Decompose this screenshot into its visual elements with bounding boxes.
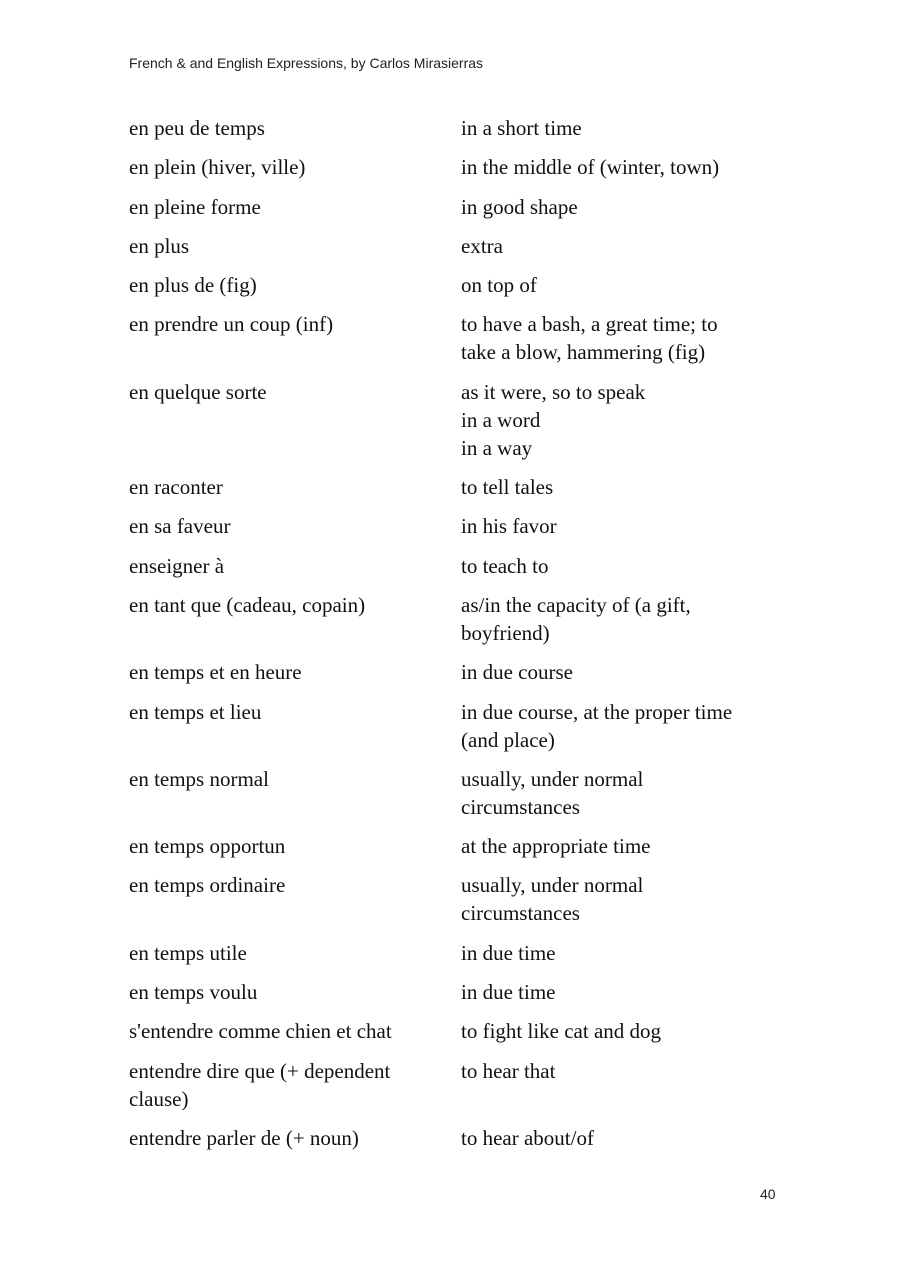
- english-translation-line: in a way: [461, 435, 533, 460]
- english-translation: [461, 1057, 789, 1113]
- french-expression-line: entendre parler de (+ noun): [129, 1125, 359, 1150]
- english-translation: [461, 378, 789, 462]
- english-translation-line: to tell tales: [461, 475, 554, 500]
- french-expression-line: s'entendre comme chien et chat: [129, 1019, 392, 1044]
- english-translation: [461, 271, 789, 299]
- french-expression-line: en plus de (fig): [129, 273, 257, 298]
- english-translation: [461, 114, 789, 142]
- table-row: [129, 658, 789, 697]
- english-translation: [461, 765, 789, 821]
- french-expression-line: en temps voulu: [129, 980, 258, 1005]
- table-row: [129, 1017, 789, 1056]
- english-translation: [461, 512, 789, 540]
- french-expression-line: en temps opportun: [129, 834, 286, 859]
- french-expression-line: enseigner à: [129, 553, 225, 578]
- french-expression-line: clause): [129, 1086, 189, 1111]
- english-translation-line: to hear that: [461, 1058, 556, 1083]
- english-translation-line: to have a bash, a great time; to: [461, 312, 718, 337]
- english-translation: [461, 153, 789, 181]
- english-translation-line: in due course, at the proper time: [461, 699, 733, 724]
- french-expression-line: en temps et en heure: [129, 660, 302, 685]
- french-expression-line: en temps et lieu: [129, 699, 262, 724]
- french-expression-line: en quelque sorte: [129, 379, 267, 404]
- english-translation-line: usually, under normal: [461, 766, 644, 791]
- english-translation: [461, 552, 789, 580]
- english-translation-line: to teach to: [461, 553, 549, 578]
- table-row: [129, 378, 789, 473]
- table-row: [129, 512, 789, 551]
- table-row: [129, 473, 789, 512]
- english-translation: [461, 591, 789, 647]
- french-expression: [129, 698, 461, 754]
- english-translation: [461, 193, 789, 221]
- french-expression: [129, 552, 461, 580]
- french-expression: [129, 271, 461, 299]
- expressions-table: [129, 114, 789, 1163]
- french-expression: [129, 658, 461, 686]
- french-expression: [129, 939, 461, 967]
- table-row: [129, 153, 789, 192]
- english-translation-line: at the appropriate time: [461, 834, 651, 859]
- french-expression-line: en peu de temps: [129, 116, 265, 140]
- english-translation-line: in a word: [461, 407, 541, 432]
- french-expression-line: en sa faveur: [129, 514, 231, 539]
- table-row: [129, 193, 789, 232]
- table-row: [129, 310, 789, 377]
- table-row: [129, 271, 789, 310]
- french-expression: [129, 871, 461, 927]
- french-expression: [129, 473, 461, 501]
- french-expression: [129, 378, 461, 462]
- table-row: [129, 114, 789, 153]
- english-translation-line: in due course: [461, 660, 573, 685]
- english-translation: [461, 310, 789, 366]
- english-translation-line: as/in the capacity of (a gift,: [461, 592, 691, 617]
- table-row: [129, 552, 789, 591]
- french-expression: [129, 1057, 461, 1113]
- french-expression: [129, 832, 461, 860]
- english-translation-line: in a short time: [461, 116, 582, 140]
- english-translation: [461, 232, 789, 260]
- table-row: [129, 978, 789, 1017]
- french-expression-line: en tant que (cadeau, copain): [129, 592, 366, 617]
- english-translation: [461, 832, 789, 860]
- french-expression: [129, 1017, 461, 1045]
- french-expression-line: en temps utile: [129, 940, 247, 965]
- running-header: French & and English Expressions, by Carlos Mirasierras: [129, 55, 484, 71]
- english-translation-line: boyfriend): [461, 620, 550, 645]
- french-expression: [129, 153, 461, 181]
- table-row: [129, 939, 789, 978]
- english-translation-line: as it were, so to speak: [461, 379, 646, 404]
- page-number: 40: [760, 1186, 776, 1202]
- english-translation: [461, 698, 789, 754]
- english-translation: [461, 939, 789, 967]
- english-translation-line: circumstances: [461, 794, 580, 819]
- french-expression-line: en plus: [129, 233, 190, 258]
- english-translation: [461, 871, 789, 927]
- french-expression: [129, 1124, 461, 1152]
- english-translation-line: in the middle of (winter, town): [461, 155, 720, 180]
- english-translation-line: circumstances: [461, 901, 580, 926]
- table-row: [129, 591, 789, 658]
- english-translation-line: in his favor: [461, 514, 557, 539]
- english-translation: [461, 1017, 789, 1045]
- english-translation: [461, 978, 789, 1006]
- table-row: [129, 1124, 789, 1163]
- english-translation-line: in good shape: [461, 194, 578, 219]
- french-expression: [129, 232, 461, 260]
- french-expression: [129, 310, 461, 366]
- table-row: [129, 871, 789, 938]
- english-translation: [461, 1124, 789, 1152]
- table-row: [129, 232, 789, 271]
- english-translation-line: in due time: [461, 980, 556, 1005]
- english-translation-line: usually, under normal: [461, 873, 644, 898]
- french-expression: [129, 193, 461, 221]
- english-translation-line: take a blow, hammering (fig): [461, 340, 706, 365]
- french-expression-line: en raconter: [129, 475, 223, 500]
- english-translation-line: (and place): [461, 727, 555, 752]
- french-expression-line: en temps ordinaire: [129, 873, 286, 898]
- english-translation-line: on top of: [461, 273, 537, 298]
- french-expression-line: en temps normal: [129, 766, 269, 791]
- french-expression-line: en pleine forme: [129, 194, 261, 219]
- table-row: [129, 765, 789, 832]
- english-translation-line: extra: [461, 233, 503, 258]
- table-row: [129, 832, 789, 871]
- table-row: [129, 1057, 789, 1124]
- french-expression-line: entendre dire que (+ dependent: [129, 1058, 391, 1083]
- french-expression: [129, 114, 461, 142]
- french-expression: [129, 512, 461, 540]
- table-row: [129, 698, 789, 765]
- french-expression: [129, 978, 461, 1006]
- english-translation-line: to fight like cat and dog: [461, 1019, 662, 1044]
- english-translation: [461, 658, 789, 686]
- english-translation: [461, 473, 789, 501]
- english-translation-line: to hear about/of: [461, 1125, 594, 1150]
- english-translation-line: in due time: [461, 940, 556, 965]
- french-expression: [129, 591, 461, 647]
- french-expression-line: en plein (hiver, ville): [129, 155, 306, 180]
- french-expression-line: en prendre un coup (inf): [129, 312, 334, 337]
- french-expression: [129, 765, 461, 821]
